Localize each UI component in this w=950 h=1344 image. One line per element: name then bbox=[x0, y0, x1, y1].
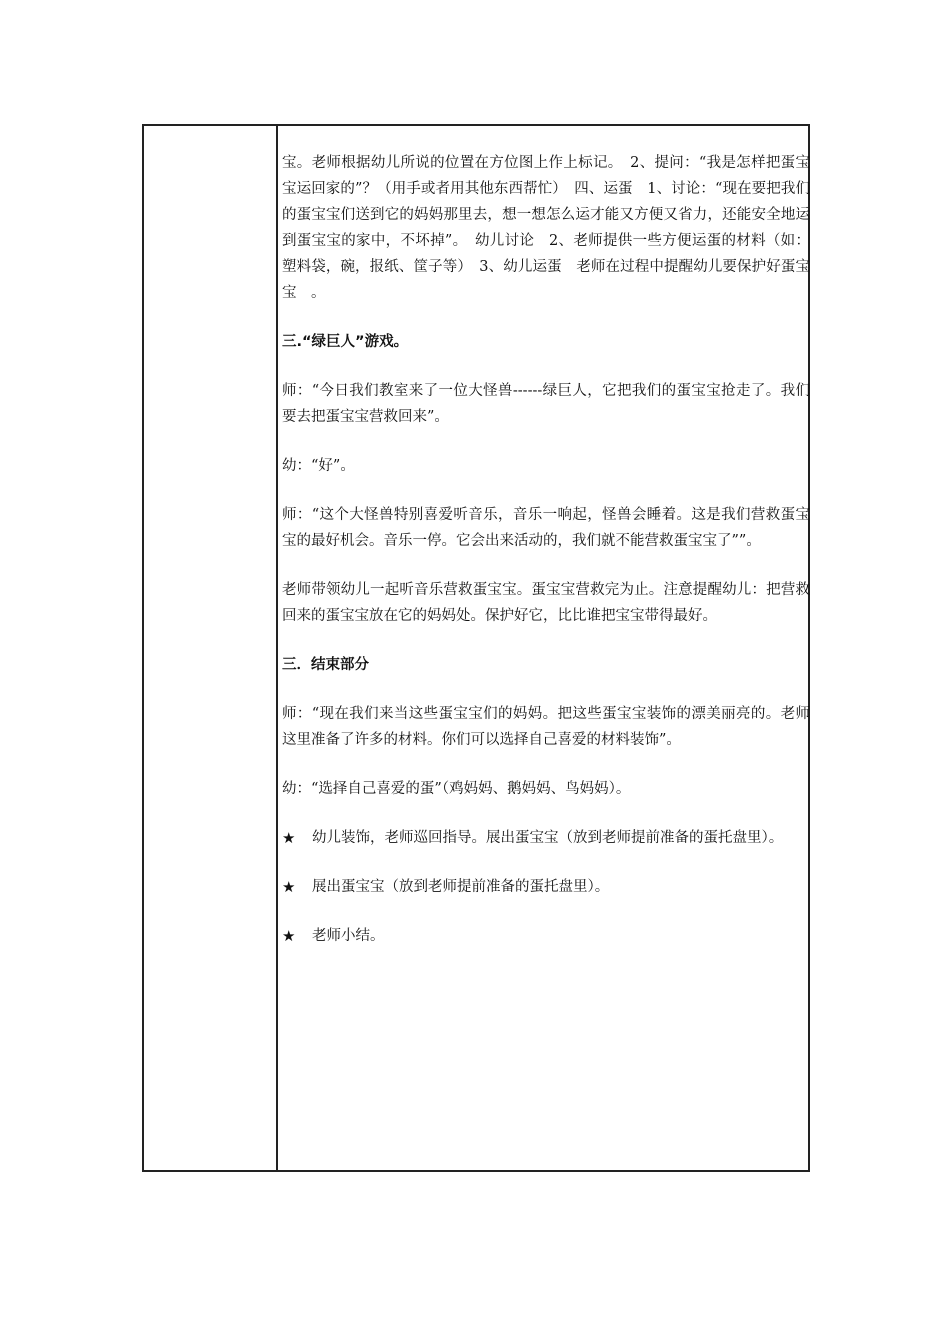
list-item bbox=[282, 825, 810, 851]
list-item-text: 幼儿装饰，老师巡回指导。展出蛋宝宝（放到老师提前准备的蛋托盘里）。 bbox=[312, 830, 784, 846]
star-bullet-icon: ★ bbox=[282, 878, 296, 896]
list-item bbox=[282, 874, 810, 900]
paragraph-child-reply: 幼：“好”。 bbox=[282, 458, 355, 474]
paragraph-rescue-activity: 老师带领幼儿一起听音乐营救蛋宝宝。蛋宝宝营救完为止。注意提醒幼儿：把营救回来的蛋宝宝放在它的妈妈处。保护好它，比比谁把宝宝带得最好。 bbox=[282, 582, 810, 624]
star-bullet-icon: ★ bbox=[282, 829, 296, 847]
paragraph-teacher-decorate: 师：“现在我们来当这些蛋宝宝们的妈妈。把这些蛋宝宝装饰的漂美丽亮的。老师这里准备了许多的材料。你们可以选择自己喜爱的材料装饰”。 bbox=[282, 706, 810, 748]
list-item-text: 老师小结。 bbox=[312, 928, 385, 944]
section-heading-hulk-game: 三.“绿巨人”游戏。 bbox=[282, 334, 409, 350]
list-item-text: 展出蛋宝宝（放到老师提前准备的蛋托盘里）。 bbox=[312, 879, 610, 895]
paragraph-teacher-music: 师：“这个大怪兽特别喜爱听音乐，音乐一响起，怪兽会睡着。这是我们营救蛋宝宝的最好机会。音乐一停。它会出来活动的，我们就不能营救蛋宝宝了””。 bbox=[282, 507, 810, 549]
list-item bbox=[282, 923, 810, 949]
section-heading-ending: 三．结束部分 bbox=[282, 657, 369, 673]
left-column-cell bbox=[144, 126, 278, 1170]
star-bullet-icon: ★ bbox=[282, 927, 296, 945]
paragraph-child-choose: 幼：“选择自己喜爱的蛋”（鸡妈妈、鹅妈妈、鸟妈妈）。 bbox=[282, 781, 631, 797]
paragraph-teacher-monster: 师：“今日我们教室来了一位大怪兽------绿巨人，它把我们的蛋宝宝抢走了。我们要去把蛋宝宝营救回来”。 bbox=[282, 383, 810, 425]
paragraph-transport-eggs: 宝。老师根据幼儿所说的位置在方位图上作上标记。 2、提问：“我是怎样把蛋宝宝运回家的”？（用手或者用其他东西帮忙） 四、运蛋 1、讨论：“现在要把我们的蛋宝宝们送到它的妈妈那里去，想一想怎么运才能又方便又省力，还能安全地运到蛋宝宝的家中，不坏掉”。 幼儿讨论 2、老师提供一些方便运蛋的材料（如：塑料袋，碗，报纸、筐子等） 3、幼儿运蛋 老师在过程中提醒幼儿要保护好蛋宝宝 。 bbox=[282, 155, 810, 301]
content-cell bbox=[280, 126, 810, 949]
lesson-table bbox=[142, 124, 810, 1172]
